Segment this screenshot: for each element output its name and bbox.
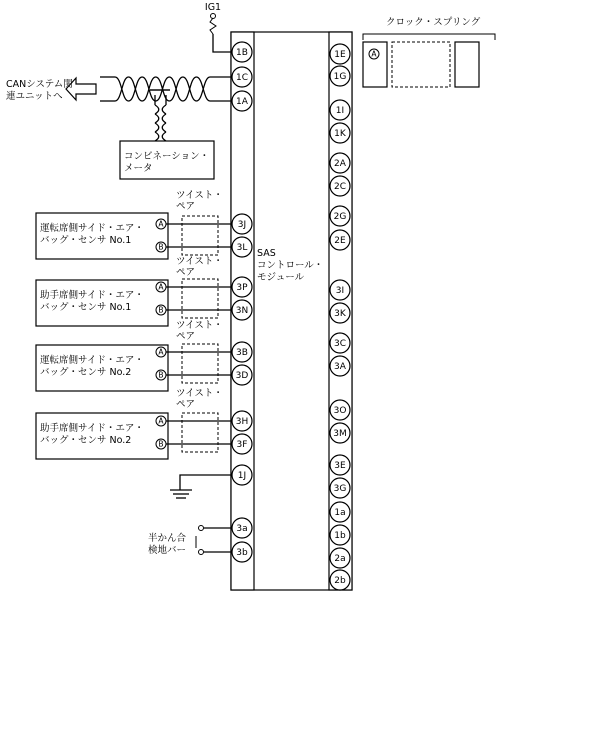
left-twist-pair-3-label: ペア [176, 331, 196, 342]
left-twist-pair-1-label: ペア [176, 201, 196, 212]
right-pin-3a: 3A [334, 362, 346, 372]
right-pin-1g: 1G [333, 72, 347, 82]
sas-module-label: コントロール・ [257, 260, 324, 271]
clock-spring-right-conn [455, 42, 479, 87]
clock-spring-bracket [363, 34, 495, 40]
combination-meter-label: コンビネーション・ [124, 151, 210, 162]
right-pin-2c: 2C [333, 182, 347, 192]
left-pin-3f: 3F [236, 440, 248, 450]
left-pin-3h: 3H [235, 417, 249, 427]
left-halffit-terminal-b [199, 550, 204, 555]
left-pin-1c: 1C [235, 73, 249, 83]
left-halffit-label: 半かん合 [148, 533, 187, 544]
left-pin-3n: 3N [235, 306, 249, 316]
left-twist-pair-3-label: ツイスト・ [176, 320, 223, 331]
left-halffit-label: 検地バー [148, 545, 187, 556]
left-sensor-1-label: 運転席側サイド・エア・ [40, 223, 144, 234]
left-pin-3a: 3a [236, 524, 248, 534]
meter-twist-3 [155, 132, 166, 141]
left-twist-pair-4-label: ペア [176, 399, 196, 410]
left-twist-pair-2-label: ペア [176, 267, 196, 278]
left-twist-pair-1-marker [182, 216, 218, 255]
sas-module-label: モジュール [257, 272, 305, 283]
left-twist-pair-2-label: ツイスト・ [176, 256, 223, 267]
left-sensor-3-pin-a: A [158, 347, 164, 357]
left-sensor-4-label: バッグ・センサ No.2 [40, 435, 132, 446]
right-pin-3k: 3K [334, 309, 346, 319]
clock-spring-label: クロック・スプリング [386, 17, 481, 28]
ig1-wire [213, 34, 232, 52]
can-twisted-pair-b [115, 77, 210, 101]
right-pin-3g: 3G [333, 484, 347, 494]
right-pin-1b: 1b [334, 531, 346, 541]
right-pin-1k: 1K [334, 129, 346, 139]
left-sensor-2-label: 助手席側サイド・エア・ [40, 290, 144, 301]
ig1-terminal [211, 14, 216, 19]
combination-meter-label: メータ [124, 163, 153, 174]
left-sensor-1-pin-b: B [158, 242, 164, 252]
left-pin-3l: 3L [236, 243, 248, 253]
left-sensor-3-label: 運転席側サイド・エア・ [40, 355, 144, 366]
left-pin-3b: 3b [236, 548, 248, 558]
right-pin-2a: 2A [334, 159, 346, 169]
ig1-fuse [210, 18, 216, 34]
left-sensor-4-label: 助手席側サイド・エア・ [40, 423, 144, 434]
right-pin-2a: 2a [334, 554, 346, 564]
left-sensor-1-pin-a: A [158, 219, 164, 229]
left-sensor-1-label: バッグ・センサ No.1 [40, 235, 132, 246]
left-sensor-4-pin-a: A [158, 416, 164, 426]
left-sensor-2-label: バッグ・センサ No.1 [40, 302, 132, 313]
left-pin-3b: 3B [236, 348, 248, 358]
right-pin-1i: 1I [335, 106, 345, 116]
left-twist-pair-4-label: ツイスト・ [176, 388, 223, 399]
left-pin-3j: 3J [237, 220, 247, 230]
left-pin-1j: 1J [237, 471, 247, 481]
clock-spring-body [392, 42, 450, 87]
right-pin-3c: 3C [333, 339, 347, 349]
can-system-label: 連ユニットへ [6, 91, 63, 102]
left-sensor-2-pin-a: A [158, 282, 164, 292]
sas-module-label: SAS [257, 248, 276, 259]
right-pin-3i: 3I [335, 286, 345, 296]
left-pin-3p: 3P [236, 283, 248, 293]
left-pin-3d: 3D [235, 371, 249, 381]
right-pin-2e: 2E [334, 236, 346, 246]
left-pin-1b: 1B [236, 48, 248, 58]
left-pin-1a: 1A [236, 97, 248, 107]
meter-twist-1 [155, 114, 166, 123]
left-sensor-3-pin-b: B [158, 370, 164, 380]
right-pin-1a: 1a [334, 508, 346, 518]
left-twist-pair-1-label: ツイスト・ [176, 190, 223, 201]
left-twist-pair-4-marker [182, 413, 218, 452]
right-pin-2b: 2b [334, 576, 346, 586]
right-pin-3e: 3E [334, 461, 346, 471]
left-sensor-4-pin-b: B [158, 439, 164, 449]
meter-twist-2 [155, 123, 166, 132]
ig1-label: IG1 [204, 2, 222, 13]
meter-twist-0 [155, 105, 166, 114]
right-pin-3m: 3M [333, 429, 347, 439]
can-system-label: CANシステム関 [6, 79, 73, 90]
dummy: A [371, 49, 377, 59]
right-pin-1e: 1E [334, 50, 346, 60]
ground-wire [180, 475, 232, 490]
right-pin-3o: 3O [333, 406, 347, 416]
left-sensor-2-pin-b: B [158, 305, 164, 315]
left-halffit-terminal-a [199, 526, 204, 531]
right-pin-2g: 2G [333, 212, 347, 222]
left-sensor-3-label: バッグ・センサ No.2 [40, 367, 132, 378]
left-twist-pair-2-marker [182, 279, 218, 318]
left-twist-pair-3-marker [182, 344, 218, 383]
